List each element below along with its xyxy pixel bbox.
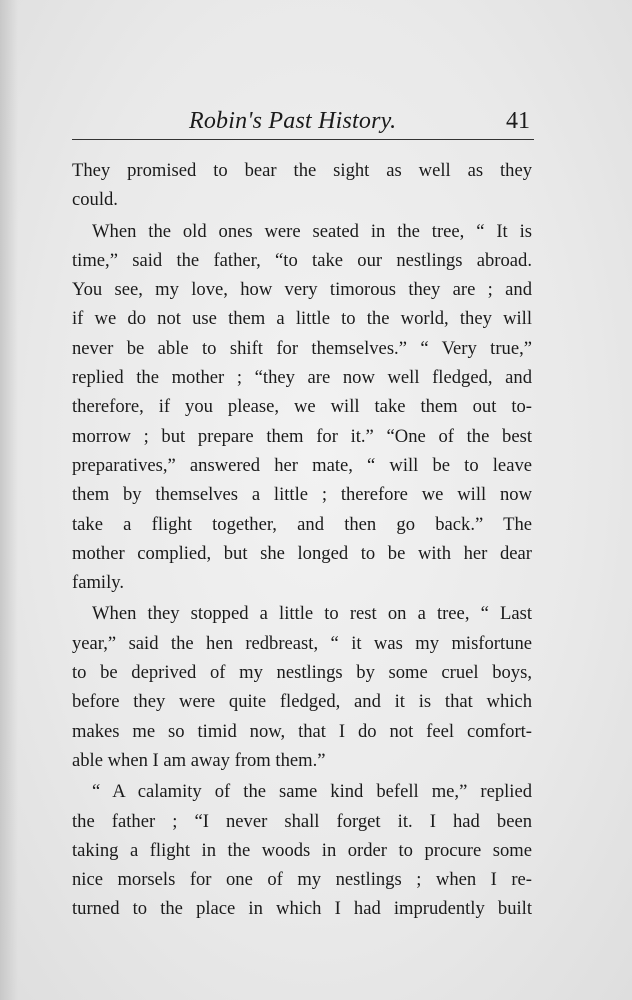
body-text [72, 156, 532, 924]
text-line: able when I am away from them.” [72, 749, 326, 771]
text-line: the father ; “I never shall forget it. I had been [72, 810, 532, 832]
text-line: When the old ones were seated in the tree, “ It is [92, 220, 532, 242]
text-line: mother complied, but she longed to be with her dear [72, 542, 532, 564]
page-gutter-shadow [0, 0, 18, 1000]
text-line: take a flight together, and then go back.” The [72, 513, 532, 535]
text-line: therefore, if you please, we will take them out to- [72, 396, 532, 418]
text-line: nice morsels for one of my nestlings ; when I re- [72, 869, 532, 891]
paragraph-3 [72, 599, 532, 775]
text-line: replied the mother ; “they are now well fledged, and [72, 367, 532, 389]
text-line: family. [72, 572, 124, 594]
text-line: never be able to shift for themselves.” “ Very true,” [72, 337, 532, 359]
text-line: taking a flight in the woods in order to procure some [72, 839, 532, 861]
page-number: 41 [506, 108, 530, 134]
text-line: “ A calamity of the same kind befell me,” replied [92, 781, 532, 803]
text-line: time,” said the father, “to take our nestlings abroad. [72, 249, 532, 271]
page-header [72, 106, 534, 138]
text-line: year,” said the hen redbreast, “ it was my misfortune [72, 632, 532, 654]
text-line: You see, my love, how very timorous they are ; and [72, 279, 532, 301]
text-line: them by themselves a little ; therefore we will now [72, 484, 532, 506]
paragraph-2 [72, 217, 532, 598]
text-line: makes me so timid now, that I do not feel comfort- [72, 720, 532, 742]
text-line: morrow ; but prepare them for it.” “One of the best [72, 425, 532, 447]
paragraph-4 [72, 777, 532, 923]
text-line: When they stopped a little to rest on a tree, “ Last [92, 603, 532, 625]
running-head: Robin's Past History. [189, 108, 397, 134]
text-line: before they were quite fledged, and it is that which [72, 691, 532, 713]
text-line: preparatives,” answered her mate, “ will be to leave [72, 454, 532, 476]
text-line: turned to the place in which I had imprudently built [72, 898, 532, 920]
text-line: They promised to bear the sight as well as they [72, 160, 532, 181]
header-rule [72, 139, 534, 140]
text-line: if we do not use them a little to the world, they will [72, 308, 532, 330]
text-line: could. [72, 189, 118, 211]
paragraph-1 [72, 156, 532, 215]
text-line: to be deprived of my nestlings by some cruel boys, [72, 662, 532, 684]
